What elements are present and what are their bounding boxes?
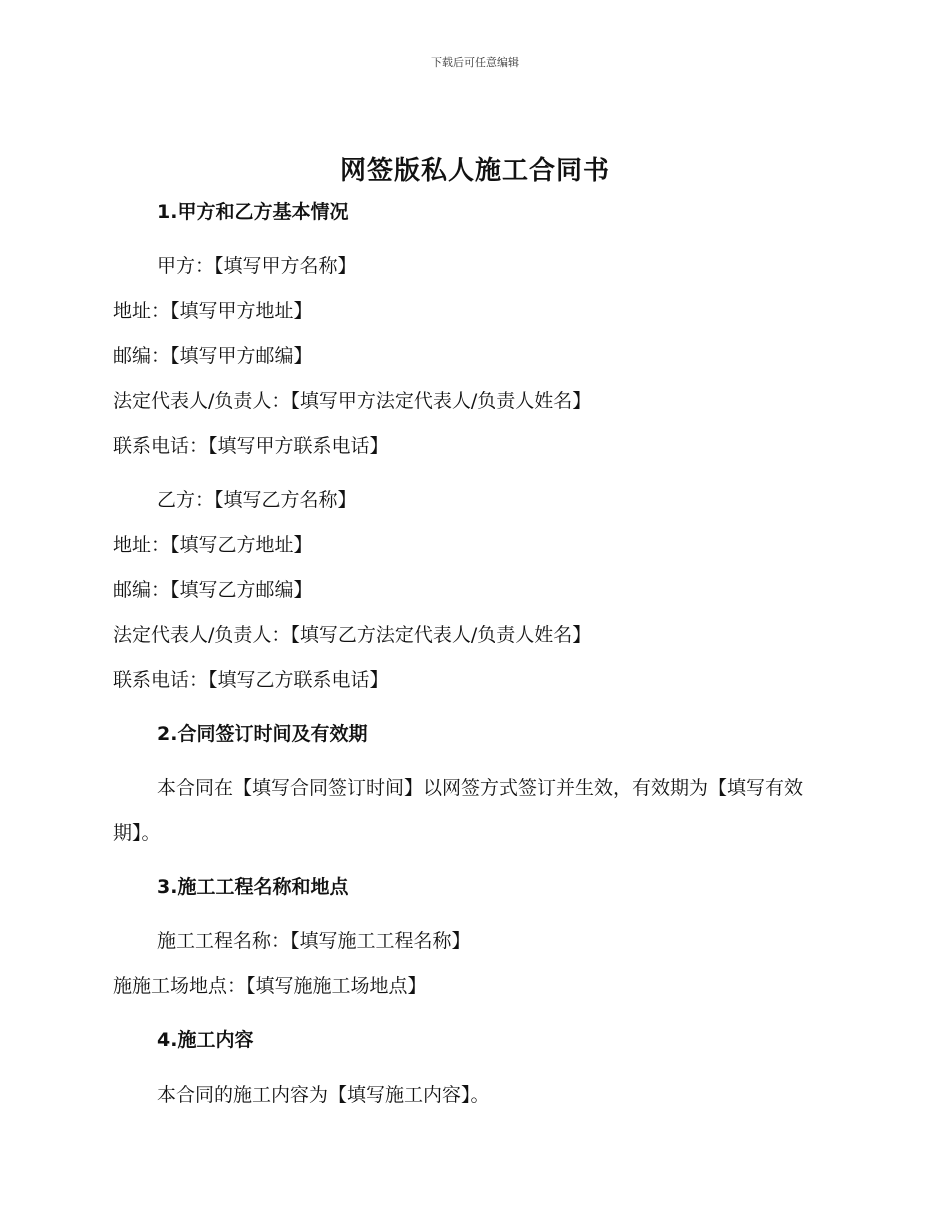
party-b-phone: 联系电话：【填写乙方联系电话】: [113, 669, 389, 691]
section-3-heading: 3.施工工程名称和地点: [157, 876, 349, 898]
project-site: 施施工场地点：【填写施施工场地点】: [113, 975, 427, 997]
party-a-postcode: 邮编：【填写甲方邮编】: [113, 345, 313, 367]
section-4-heading: 4.施工内容: [157, 1029, 254, 1051]
party-a-representative: 法定代表人/负责人：【填写甲方法定代表人/负责人姓名】: [113, 390, 592, 412]
project-name: 施工工程名称：【填写施工工程名称】: [157, 930, 471, 952]
section-2-body: 本合同在【填写合同签订时间】以网签方式签订并生效，有效期为【填写有效期】。: [113, 777, 804, 844]
header-note: 下载后可任意编辑: [431, 56, 519, 69]
party-b-postcode: 邮编：【填写乙方邮编】: [113, 579, 313, 601]
section-1-heading: 1.甲方和乙方基本情况: [157, 201, 349, 223]
party-a-phone: 联系电话：【填写甲方联系电话】: [113, 435, 389, 457]
section-2-heading: 2.合同签订时间及有效期: [157, 723, 368, 745]
party-a-name: 甲方：【填写甲方名称】: [157, 255, 357, 277]
party-b-name: 乙方：【填写乙方名称】: [157, 489, 357, 511]
party-a-address: 地址：【填写甲方地址】: [113, 300, 313, 322]
party-b-representative: 法定代表人/负责人：【填写乙方法定代表人/负责人姓名】: [113, 624, 592, 646]
section-4-body: 本合同的施工内容为【填写施工内容】。: [157, 1084, 490, 1106]
document-title: 网签版私人施工合同书: [339, 156, 610, 186]
party-b-address: 地址：【填写乙方地址】: [113, 534, 313, 556]
